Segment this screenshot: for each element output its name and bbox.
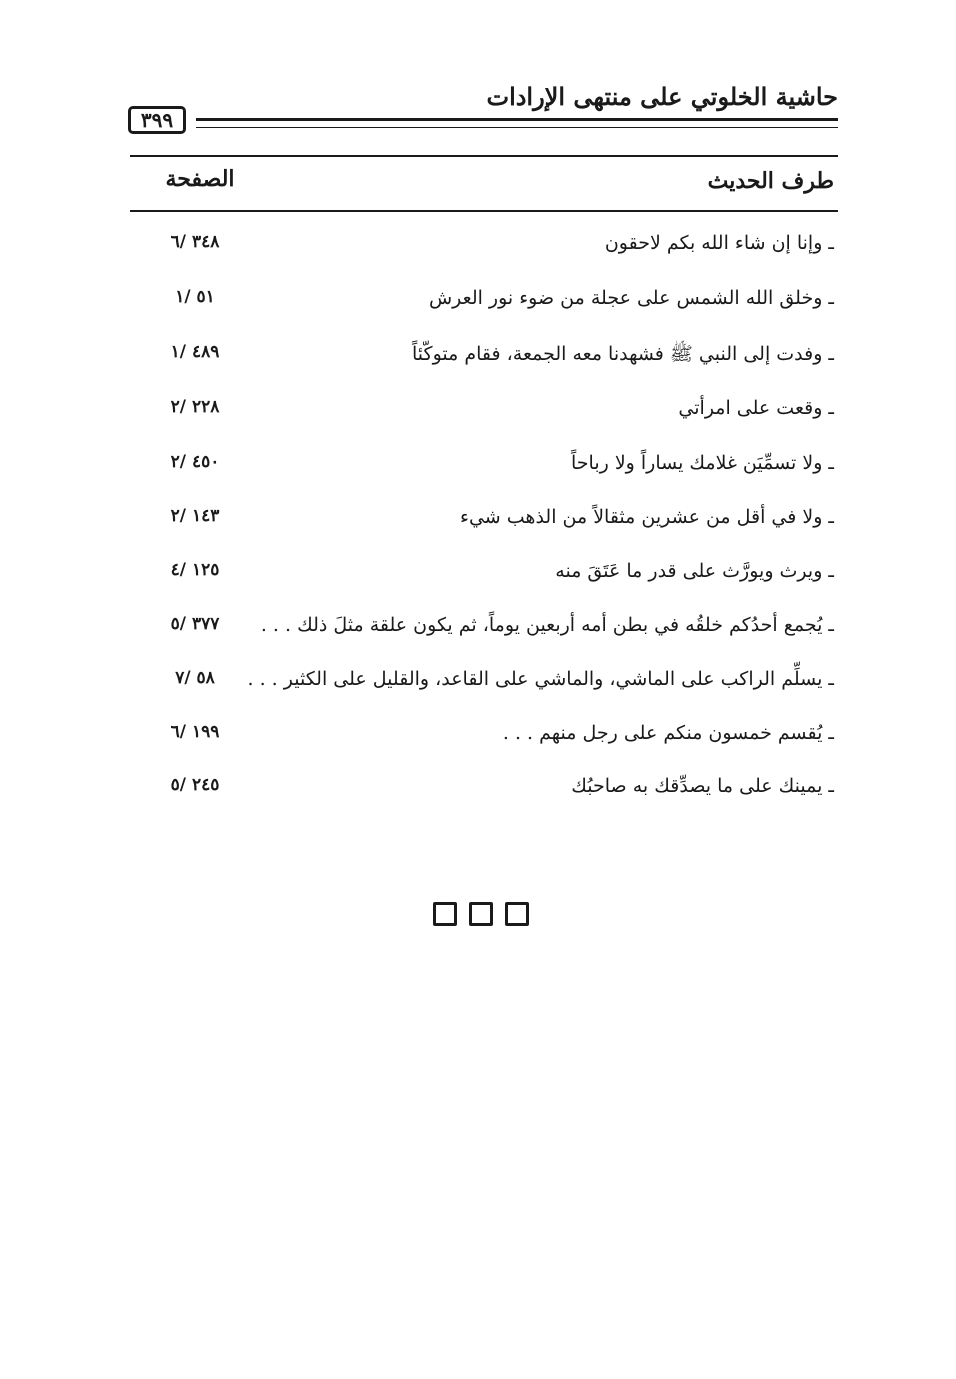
- table-row: [130, 336, 838, 376]
- page-reference: ٥٨ /٧: [175, 668, 215, 688]
- page-reference: ١٤٣ /٢: [170, 506, 220, 526]
- page-number: ٣٩٩: [128, 106, 186, 134]
- hadith-text: ـ ويرث ويورَّث على قدر ما عَتَقَ منه: [555, 560, 834, 582]
- ornament-square-icon: [433, 902, 457, 926]
- table-row: [130, 608, 838, 648]
- hadith-text: ـ ولا تسمِّيَن غلامك يساراً ولا رباحاً: [571, 452, 834, 474]
- page-reference: ٢٢٨ /٢: [170, 397, 220, 417]
- page-reference: ٣٤٨ /٦: [170, 232, 220, 252]
- page-reference: ٣٧٧ /٥: [170, 614, 220, 634]
- page-reference: ١٢٥ /٤: [170, 560, 220, 580]
- hadith-text: ـ يُقسم خمسون منكم على رجل منهم . . .: [502, 722, 834, 744]
- hadith-text: ـ ولا في أقل من عشرين مثقالاً من الذهب شيء: [460, 506, 834, 528]
- table-row: [130, 446, 838, 486]
- hadith-text: ـ وفدت إلى النبي ﷺ فشهدنا معه الجمعة، فقام متوكّئاً: [412, 343, 834, 365]
- hadith-text: ـ يسلِّم الراكب على الماشي، والماشي على القاعد، والقليل على الكثير . . .: [247, 668, 834, 690]
- header-rule: [196, 118, 838, 128]
- column-header-page: الصفحة: [165, 166, 235, 192]
- hadith-text: ـ وقعت على امرأتي: [678, 397, 834, 419]
- page-reference: ٥١ /١: [175, 287, 215, 307]
- table-row: [130, 391, 838, 431]
- running-title: حاشية الخلوتي على منتهى الإرادات: [486, 82, 838, 111]
- table-row: [130, 662, 838, 702]
- ornament-square-icon: [505, 902, 529, 926]
- hadith-text: ـ وإنا إن شاء الله بكم لاحقون: [604, 232, 834, 254]
- page-reference: ٢٤٥ /٥: [170, 775, 220, 795]
- table-top-rule: [130, 155, 838, 157]
- hadith-text: ـ وخلق الله الشمس على عجلة من ضوء نور العرش: [428, 287, 834, 309]
- end-ornament: [433, 902, 529, 926]
- table-row: [130, 769, 838, 809]
- ornament-square-icon: [469, 902, 493, 926]
- table-row: [130, 500, 838, 540]
- table-header-rule: [130, 210, 838, 212]
- hadith-text: ـ يُجمع أحدُكم خلقُه في بطن أمه أربعين يوماً، ثم يكون علقة مثلَ ذلك . . .: [260, 614, 834, 636]
- table-row: [130, 716, 838, 756]
- page-reference: ٤٨٩ /١: [170, 342, 220, 362]
- column-header-hadith: طرف الحديث: [707, 168, 834, 194]
- table-row: [130, 226, 838, 266]
- page-reference: ٤٥٠ /٢: [170, 452, 220, 472]
- page-reference: ١٩٩ /٦: [170, 722, 220, 742]
- table-row: [130, 554, 838, 594]
- hadith-text: ـ يمينك على ما يصدِّقك به صاحبُك: [571, 775, 834, 797]
- table-row: [130, 281, 838, 321]
